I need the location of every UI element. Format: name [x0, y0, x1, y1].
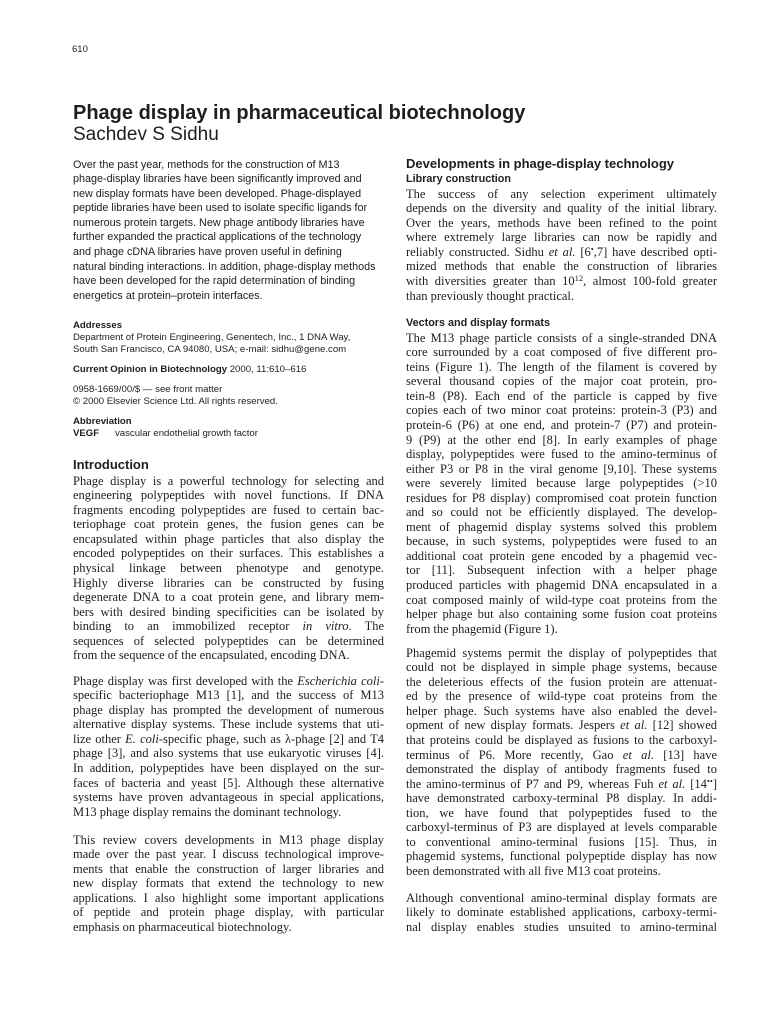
text-line: emphasis on pharmaceutical biotechnology. [73, 919, 292, 934]
address-line: Department of Protein Engineering, Genentech, Inc., 1 DNA Way, [73, 332, 351, 343]
text-line: the deleterious effects of the fusion protein are attenuat- [406, 674, 717, 689]
text-line: physical linkage between phenotype and genotype. [73, 560, 384, 575]
text-line: residues for P8 display) compromised coat protein function [406, 490, 717, 505]
text-line: made over the past year. I discuss technological improve- [73, 847, 384, 862]
text-line: encapsulated within phage particles that also display the [73, 531, 384, 546]
citation-journal: Current Opinion in Biotechnology [73, 364, 228, 375]
abstract [73, 158, 384, 303]
abstract-line: Over the past year, methods for the construction of M13 [73, 158, 340, 171]
text-line: nal display enables studies unsuited to amino-terminal [406, 919, 717, 934]
italic-text: et al. [658, 776, 686, 791]
page-number: 610 [72, 44, 88, 55]
vectors-heading: Vectors and display formats [406, 316, 551, 329]
text-line: with diversities greater than $10^{12}$, almost 100-fold greater [406, 272, 717, 288]
text-line: helper phage. Such systems have also enabled the devel- [406, 703, 717, 718]
text-line: degenerate DNA to a coat protein gene, and library mem- [73, 590, 384, 605]
italic-text: et al. [620, 718, 648, 733]
text-line: teins (Figure 1). The length of the filament is covered by [406, 359, 717, 374]
text-line: reliably constructed. Sidhu et al. [6•,7] have described opti- [406, 243, 717, 259]
text-line: systems have proven advantageous in special applications, [73, 790, 384, 805]
italic-text: E. coli [125, 731, 159, 746]
abstract-line: natural binding interactions. In addition, phage-display methods [73, 260, 376, 273]
text-line: new display formats that extend the technology to new [73, 876, 384, 891]
article-title: Phage display in pharmaceutical biotechnology [73, 102, 526, 124]
text-line: additional coat protein gene encoded by a phagemid vec- [406, 548, 717, 563]
abstract-line: and phage cDNA libraries have proven useful in defining [73, 245, 342, 258]
superscript-text: • [590, 243, 594, 254]
citation-details: 2000, 11:610–616 [229, 364, 307, 375]
text-line: 9 (P9) at the other end [8]. In early examples of phage [406, 432, 717, 447]
rights-block [73, 384, 384, 408]
text-line: binding to an immobilized receptor in vitro. The [73, 619, 384, 634]
text-line: protein-6 (P6) at one end, and protein-7 (P7) and protein- [406, 417, 717, 432]
abbreviation-block [73, 416, 384, 440]
text-line: mized methods that enable the construction of libraries [406, 259, 717, 274]
text-line: This review covers developments in M13 phage display [73, 832, 384, 847]
introduction-paragraph-1 [73, 474, 384, 663]
text-line: terminus of P6. More recently, Gao et al. [13] have [406, 747, 718, 762]
text-line: that proteins could be displayed as fusions to the carboxyl- [406, 732, 717, 747]
text-line: ed by the presence of wild-type coat proteins from the [406, 689, 717, 704]
text-line: been demonstrated with all five M13 coat proteins. [406, 863, 661, 878]
text-line: tor [11]. Subsequent infection with a helper phage [406, 563, 717, 578]
text-line: phage display has prompted the development of numerous [73, 702, 384, 717]
text-line: coat composed mainly of wild-type coat proteins from the [406, 592, 717, 607]
text-line: several thousand copies of the major coat protein, pro- [406, 374, 717, 389]
text-line: carboxyl-terminus of P3 are displayed at levels comparable [406, 820, 717, 835]
text-line: Although conventional amino-terminal display formats are [406, 890, 717, 905]
italic-text: Escherichia coli [297, 673, 380, 688]
text-line: Highly diverse libraries can be constructed by fusing [73, 575, 384, 590]
text-line: from the phagemid (Figure 1). [406, 621, 558, 636]
text-line: alternative display systems. These include systems that uti- [73, 717, 384, 732]
text-line: bers with desired binding specificities can be isolated by [73, 604, 384, 619]
text-line: sequences of selected polypeptides can be determined [73, 633, 384, 648]
superscript-text: 12 [574, 272, 584, 283]
introduction-paragraph-2 [73, 674, 384, 819]
library-construction-heading: Library construction [406, 172, 511, 185]
text-line: phage [3], and also systems that use eukaryotic viruses [4]. [73, 746, 384, 761]
text-line: Phagemid systems permit the display of polypeptides that [406, 645, 717, 660]
text-line: helper phage but also containing some fusion coat proteins [406, 607, 717, 622]
author-name: Sachdev S Sidhu [73, 124, 219, 145]
superscript-text: •• [706, 775, 713, 786]
text-line: ments that enable the construction of larger libraries and [73, 861, 384, 876]
text-line: to conventional amino-terminal fusions [15]. Thus, in [406, 834, 717, 849]
text-line: opment of new display formats. Jespers et al. [12] showed [406, 718, 717, 733]
text-line: than previously thought practical. [406, 288, 575, 303]
introduction-paragraph-3 [73, 833, 384, 935]
address-line: South San Francisco, CA 94080, USA; e-mail: sidhu@gene.com [73, 344, 347, 355]
text-line: likely to dominate established applications, carboxy-termi- [406, 905, 717, 920]
text-line: encoded polypeptides on their surfaces. This establishes a [73, 546, 384, 561]
text-line: applications. I also highlight some important applications [73, 890, 384, 905]
text-line: demonstrated the display of antibody fragments fused to [406, 762, 717, 777]
abstract-line: phage-display libraries have been significantly improved and [73, 173, 362, 186]
text-line: copies each of two minor coat proteins: protein-3 (P3) and [406, 403, 717, 418]
addresses-block [73, 320, 384, 356]
developments-heading: Developments in phage-display technology [406, 156, 674, 171]
text-line: from the sequence of the encapsulated, encoding DNA. [73, 648, 350, 663]
text-line: core surrounded by a coat composed of five different pro- [406, 345, 717, 360]
text-line: Phage display was first developed with the Escherichia coli- [73, 673, 384, 688]
text-line: depends on the diversity and quality of the initial library. [406, 201, 717, 216]
text-line: phagemid systems, functional polypeptide display has now [406, 849, 717, 864]
text-line: display, polypeptides were fused to the amino-terminus of [406, 447, 717, 462]
text-line: have demonstrated carboxy-terminal P8 display. In addi- [406, 791, 717, 806]
abstract-line: have been developed for the rapid determination of binding [73, 275, 356, 288]
text-line: Phage display is a powerful technology for selecting and [73, 473, 384, 488]
italic-text: et al. [622, 747, 654, 762]
text-line: M13 phage display remains the dominant technology. [73, 804, 342, 819]
citation-block [73, 364, 384, 376]
text-line: engineering polypeptides with novel functions. If DNA [73, 488, 384, 503]
abbreviation-entry [73, 428, 384, 440]
text-line: the amino-terminus of P7 and P9, whereas Fuh et al. [14••] [406, 775, 718, 791]
italic-text: et al. [548, 244, 576, 259]
vectors-paragraph-2 [406, 646, 717, 879]
abstract-line: new display formats have been developed. Phage-displayed [73, 187, 362, 200]
addresses-heading: Addresses [73, 320, 123, 331]
italic-text: in vitro [302, 619, 349, 634]
text-line: of peptide and protein phage display, with particular [73, 905, 384, 920]
text-line: where extremely large libraries can now be rapidly and [406, 230, 717, 245]
abbreviation-heading: Abbreviation [73, 416, 132, 427]
text-line: could not be displayed in simple phage systems, because [406, 660, 717, 675]
text-line: The success of any selection experiment ultimately [406, 186, 717, 201]
text-line: Over the years, methods have been refined to the point [406, 215, 717, 230]
text-line: either P3 or P8 in the viral genome [9,10]. These systems [406, 461, 717, 476]
text-line: The M13 phage particle consists of a single-stranded DNA [406, 330, 717, 345]
abbreviation-definition: vascular endothelial growth factor [115, 428, 258, 439]
abstract-line: further expanded the practical applications of the technology [73, 231, 362, 244]
text-line: were severely limited because large polypeptides (>10 [406, 476, 717, 491]
text-line: produced particles with phagemid DNA encapsulated in a [406, 577, 717, 592]
library-construction-paragraph-1 [406, 187, 717, 303]
abbreviation-term: VEGF [73, 428, 100, 439]
text-line: lize other E. coli-specific phage, such as λ-phage [2] and T4 [73, 731, 384, 746]
text-line: In addition, polypeptides have been displayed on the sur- [73, 760, 384, 775]
abstract-line: peptide libraries have been used to isolate specific ligands for [73, 202, 368, 215]
text-line: tein-8 (P8). Each end of the particle is capped by five [406, 388, 717, 403]
text-line: fragments encoding polypeptides are fused to certain bac- [73, 502, 384, 517]
text-line: specific bacteriophage M13 [1], and the success of M13 [73, 688, 384, 703]
text-line: tion, we have found that polypeptides fused to the [406, 805, 717, 820]
text-line: and so could not be efficiently displayed. The develop- [406, 505, 717, 520]
vectors-paragraph-3 [406, 891, 717, 935]
text-line: teriophage coat protein genes, the fusion genes can be [73, 517, 384, 532]
text-line: faces of bacteria and yeast [5]. Although these alternative [73, 775, 384, 790]
introduction-heading: Introduction [73, 457, 149, 472]
issn-line: 0958-1669/00/$ — see front matter [73, 384, 223, 395]
abstract-line: energetics at protein–protein interfaces. [73, 289, 263, 302]
text-line: ment of phagemid display systems solved this problem [406, 519, 717, 534]
text-line: because, in such systems, polypeptides were fused to an [406, 534, 717, 549]
vectors-paragraph-1 [406, 331, 717, 636]
abstract-line: numerous protein targets. New phage antibody libraries have [73, 216, 365, 229]
copyright-line: © 2000 Elsevier Science Ltd. All rights reserved. [73, 396, 278, 407]
